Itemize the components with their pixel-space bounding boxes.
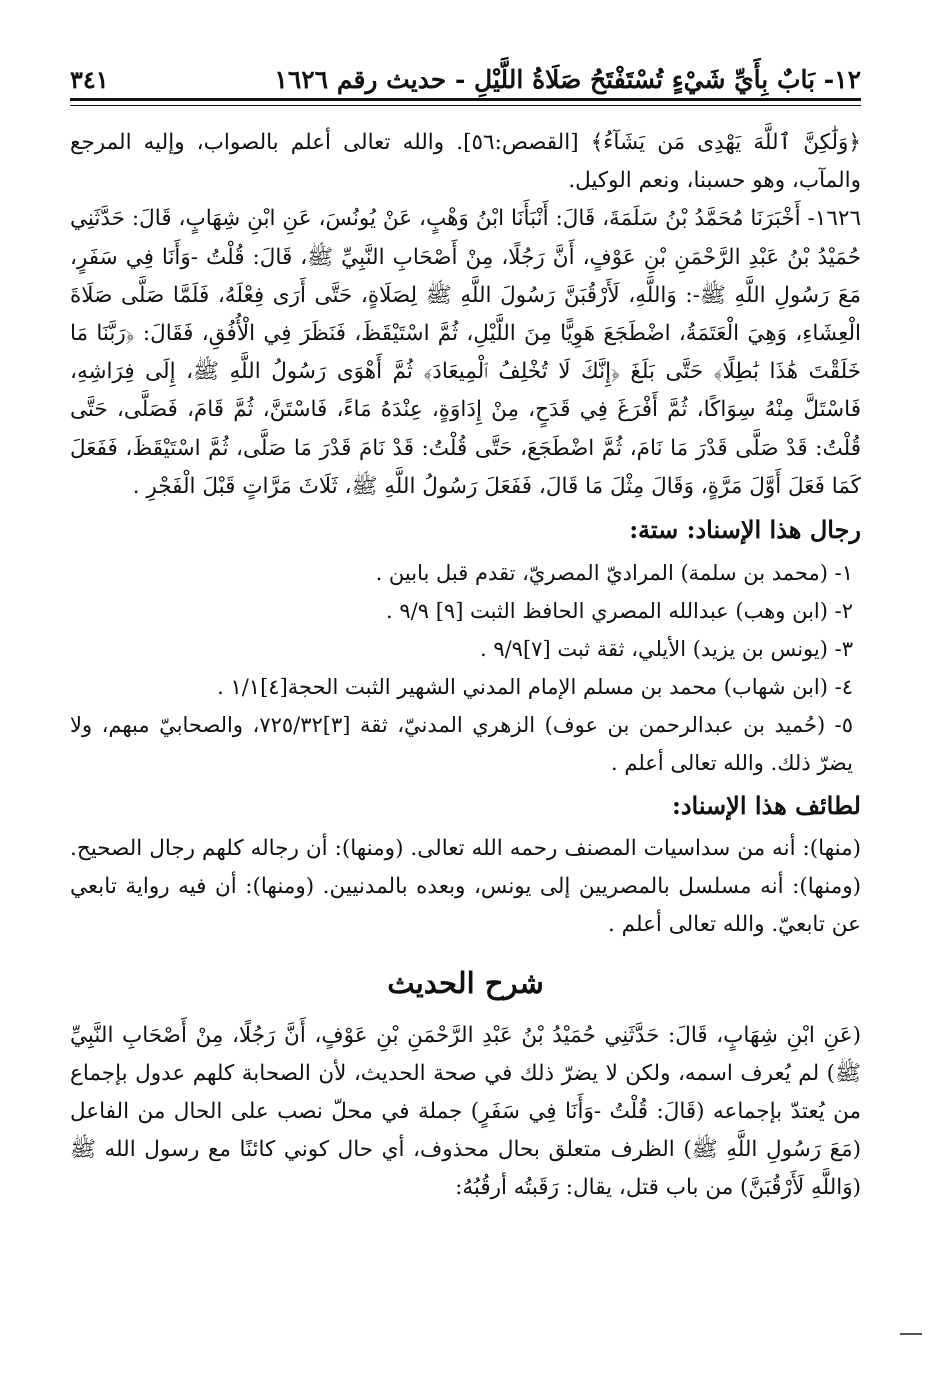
section-heading-commentary: شرح الحديث bbox=[387, 965, 544, 1000]
header-rule-thin bbox=[70, 105, 861, 106]
narrator-item: ٥- (حُميد بن عبدالرحمن بن عوف) الزهري المدنيّ، ثقة [٣]٧٢٥/٣٢، والصحابيّ مبهم، ولا يضرّ ذلك. والله تعالى أعلم . bbox=[70, 713, 854, 776]
margin-mark bbox=[900, 1333, 922, 1335]
chapter-title: ١٢- بَابٌ بِأَيِّ شَيْءٍ تُسْتَفْتَحُ صَلَاةُ اللَّيْلِ - حديث رقم ١٦٢٦ bbox=[274, 65, 861, 94]
page-number: ٣٤١ bbox=[70, 65, 109, 94]
narrator-item: ١- (محمد بن سلمة) المراديّ المصريّ، تقدم قبل بابين . bbox=[375, 561, 853, 586]
section-heading-narrators: رجال هذا الإسناد: ستة: bbox=[629, 515, 861, 545]
commentary-paragraph: (عَنِ ابْنِ شِهَابٍ، قَالَ: حَدَّثَنِي حُمَيْدُ بْنُ عَبْدِ الرَّحْمَنِ بْنِ عَوْفٍ، أَنَّ رَجُلًا، مِنْ أَصْحَابِ النَّبِيِّ ﷺ) لم يُعرف اسمه، ولكن لا يضرّ ذلك في صحة الحديث، لأن الصحابة كلهم عدول بإجماع من يُعتدّ بإجماعه (قَالَ: قُلْتُ -وَأَنَا فِي سَفَرٍ) جملة في محلّ نصب على الحال من الفاعل (مَعَ رَسُولِ اللَّهِ ﷺ) الظرف متعلق بحال محذوف، أي حال كوني كائنًا مع رسول الله ﷺ (وَاللَّهِ لَأَرْقُبَنَّ) من باب قتل، يقال: رَقَبتُه أرقُبُهُ: bbox=[70, 1022, 861, 1201]
subtleties-paragraph: (منها): أنه من سداسيات المصنف رحمه الله تعالى. (ومنها): أن رجاله كلهم رجال الصحيح. (ومنها): أنه مسلسل بالمصريين إلى يونس، وبعده بالمدنيين. (ومنها): أن فيه رواية تابعي عن تابعيّ. والله تعالى أعلم . bbox=[70, 836, 861, 938]
page-header bbox=[70, 50, 861, 94]
hadith-text: ١٦٢٦- أَخْبَرَنَا مُحَمَّدُ بْنُ سَلَمَةَ، قَالَ: أَنْبَأَنَا ابْنُ وَهْبٍ، عَنْ يُونُسَ، عَنِ ابْنِ شِهَابٍ، قَالَ: حَدَّثَنِي حُمَيْدُ بْنُ عَبْدِ الرَّحْمَنِ بْنِ عَوْفٍ، أَنَّ رَجُلًا، مِنْ أَصْحَابِ النَّبِيِّ ﷺ، قَالَ: قُلْتُ -وَأَنَا فِي سَفَرٍ، مَعَ رَسُولِ اللَّهِ ﷺ-: وَاللَّهِ، لَأَرْقُبَنَّ رَسُولَ اللَّهِ ﷺ لِصَلَاةٍ، حَتَّى أَرَى فِعْلَهُ، فَلَمَّا صَلَّى صَلَاةَ الْعِشَاءِ، وَهِيَ الْعَتَمَةُ، اضْطَجَعَ هَوِيًّا مِنَ اللَّيْلِ، ثُمَّ اسْتَيْقَظَ، فَنَظَرَ فِي الْأُفُقِ، فَقَالَ: ﴿رَبَّنَا مَا خَلَقْتَ هَٰذَا بَٰطِلًا﴾ حَتَّى بَلَغَ ﴿إِنَّكَ لَا تُخْلِفُ ٱلْمِيعَادَ﴾ ثُمَّ أَهْوَى رَسُولُ اللَّهِ ﷺ، إِلَى فِرَاشِهِ، فَاسْتَلَّ مِنْهُ سِوَاكًا، ثُمَّ أَفْرَغَ فِي قَدَحٍ، مِنْ إِدَاوَةٍ، عِنْدَهُ مَاءً، فَاسْتَنَّ، ثُمَّ قَامَ، فَصَلَّى، حَتَّى قُلْتُ: قَدْ صَلَّى قَدْرَ مَا نَامَ، ثُمَّ اضْطَجَعَ، حَتَّى قُلْتُ: قَدْ نَامَ قَدْرَ مَا صَلَّى، ثُمَّ اسْتَيْقَظَ، فَفَعَلَ كَمَا فَعَلَ أَوَّلَ مَرَّةٍ، وَقَالَ مِثْلَ مَا قَالَ، فَفَعَلَ رَسُولُ اللَّهِ ﷺ، ثَلَاثَ مَرَّاتٍ قَبْلَ الْفَجْرِ . bbox=[70, 206, 861, 499]
header-rule-thick bbox=[70, 98, 861, 101]
page-body bbox=[70, 124, 861, 1208]
narrator-item: ٢- (ابن وهب) عبدالله المصري الحافظ الثبت [٩] ٩/٩ . bbox=[386, 599, 853, 624]
header-rule bbox=[70, 98, 861, 106]
section-heading-subtleties: لطائف هذا الإسناد: bbox=[671, 791, 861, 821]
narrator-item: ٣- (يونس بن يزيد) الأيلي، ثقة ثبت [٧]٩/٩ . bbox=[479, 637, 853, 662]
narrator-item: ٤- (ابن شهاب) محمد بن مسلم الإمام المدني الشهير الثبت الحجة[٤]١/١ . bbox=[217, 675, 853, 700]
closing-verse-paragraph: ﴿وَلَٰكِنَّ ٱللَّهَ يَهْدِى مَن يَشَآءُ﴾ [القصص:٥٦]. والله تعالى أعلم بالصواب، وإليه المرجع والمآب، وهو حسبنا، ونعم الوكيل. bbox=[70, 130, 861, 194]
